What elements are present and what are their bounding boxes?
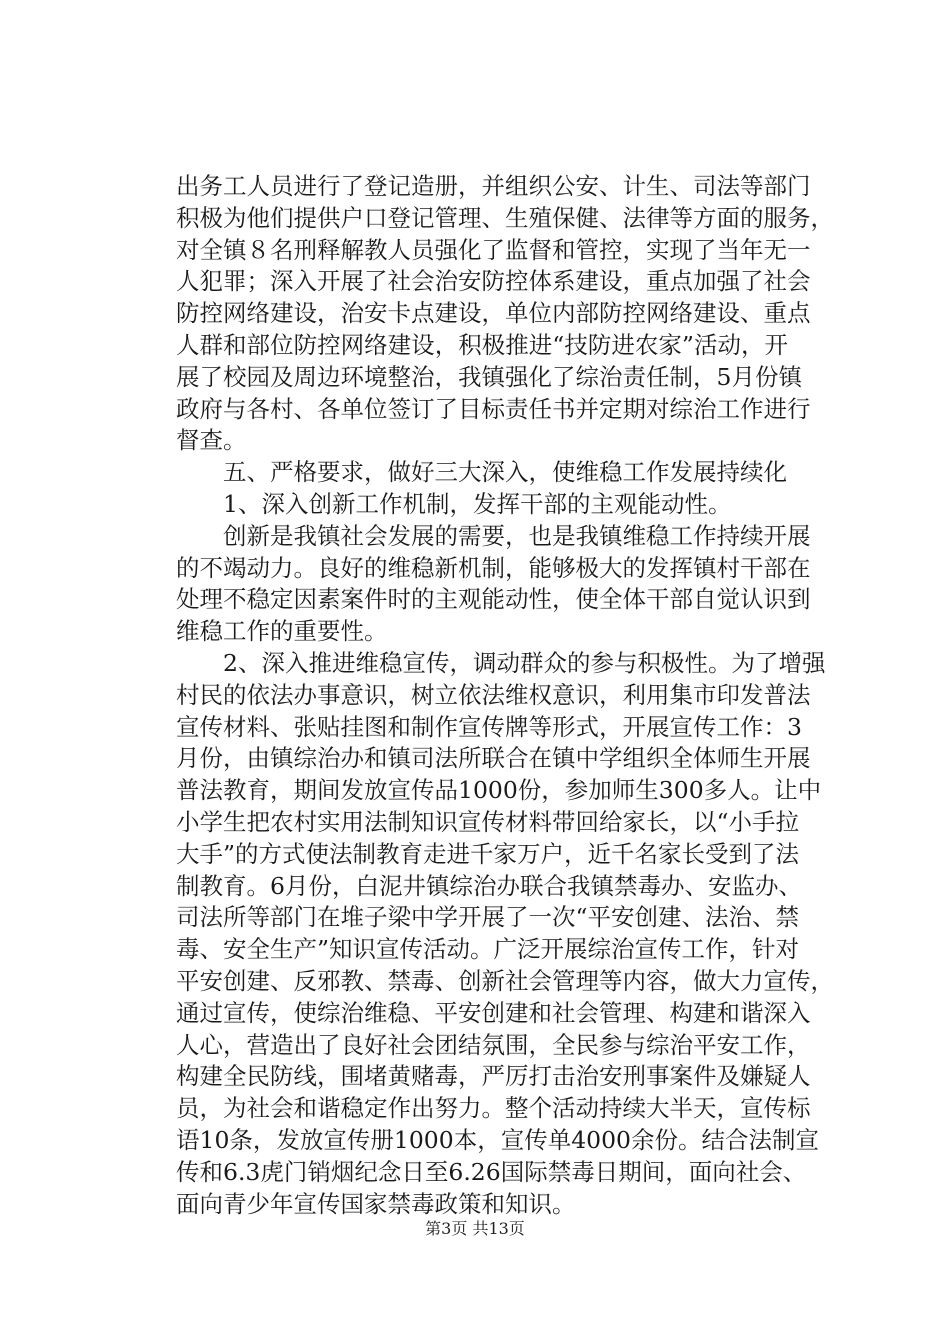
text-line: 月份，由镇综治办和镇司法所联合在镇中学组织全体师生开展 [176, 744, 811, 773]
text-line: 1、深入创新工作机制，发挥干部的主观能动性。 [176, 489, 732, 518]
text-line: 的不竭动力。良好的维稳新机制，能够极大的发挥镇村干部在 [176, 553, 811, 582]
text-line: 平安创建、反邪教、禁毒、创新社会管理等内容，做大力宣传， [176, 966, 834, 995]
text-line: 司法所等部门在堆子梁中学开展了一次“平安创建、法治、禁 [176, 903, 800, 932]
text-line: 积极为他们提供户口登记管理、生殖保健、法律等方面的服务， [176, 203, 834, 232]
text-line: 展了校园及周边环境整治，我镇强化了综治责任制，5月份镇 [176, 362, 802, 391]
text-line: 毒、安全生产”知识宣传活动。广泛开展综治宣传工作，针对 [176, 935, 800, 964]
text-line: 员，为社会和谐稳定作出努力。整个活动持续大半天，宣传标 [176, 1094, 811, 1123]
text-line: 人心，营造出了良好社会团结氛围，全民参与综治平安工作， [176, 1030, 811, 1059]
text-line: 构建全民防线，围堵黄赌毒，严厉打击治安刑事案件及嫌疑人 [176, 1062, 811, 1091]
text-line: 普法教育，期间发放宣传品1000份，参加师生300多人。让中 [176, 776, 822, 805]
text-line: 村民的依法办事意识，树立依法维权意识，利用集市印发普法 [176, 680, 811, 709]
text-line: 督查。 [176, 426, 247, 455]
text-line: 宣传材料、张贴挂图和制作宣传牌等形式，开展宣传工作：3 [176, 712, 802, 741]
text-line: 维稳工作的重要性。 [176, 617, 388, 646]
text-line: 对全镇８名刑释解教人员强化了监督和管控，实现了当年无一 [176, 235, 811, 264]
text-line: 政府与各村、各单位签订了目标责任书并定期对综治工作进行 [176, 394, 811, 423]
text-line: 面向青少年宣传国家禁毒政策和知识。 [176, 1189, 576, 1218]
text-line: 出务工人员进行了登记造册，并组织公安、计生、司法等部门 [176, 172, 811, 200]
text-line: 通过宣传，使综治维稳、平安创建和社会管理、构建和谐深入 [176, 998, 811, 1027]
body-text [176, 171, 834, 1220]
page-footer: 第3页 共13页 [425, 1219, 525, 1238]
text-line: 创新是我镇社会发展的需要，也是我镇维稳工作持续开展 [176, 521, 811, 550]
text-line: 大手”的方式使法制教育走进千家万户，近千名家长受到了法 [176, 839, 800, 868]
text-line: 五、严格要求，做好三大深入，使维稳工作发展持续化 [176, 458, 787, 487]
text-line: 制教育。6月份，白泥井镇综治办联合我镇禁毒办、安监办、 [176, 871, 802, 900]
text-line: 处理不稳定因素案件时的主观能动性，使全体干部自觉认识到 [176, 585, 811, 614]
text-line: 人犯罪；深入开展了社会治安防控体系建设，重点加强了社会 [176, 267, 811, 296]
text-line: 语10条，发放宣传册1000本，宣传单4000余份。结合法制宣 [176, 1125, 820, 1154]
text-line: 传和6.3虎门销烟纪念日至6.26国际禁毒日期间，面向社会、 [176, 1157, 807, 1186]
text-line: 小学生把农村实用法制知识宣传材料带回给家长，以“小手拉 [176, 807, 800, 836]
text-line: 防控网络建设，治安卡点建设，单位内部防控网络建设、重点 [176, 299, 811, 328]
text-line: 人群和部位防控网络建设，积极推进“技防进农家”活动，开 [176, 330, 788, 359]
text-line: 2、深入推进维稳宣传，调动群众的参与积极性。为了增强 [176, 648, 826, 677]
